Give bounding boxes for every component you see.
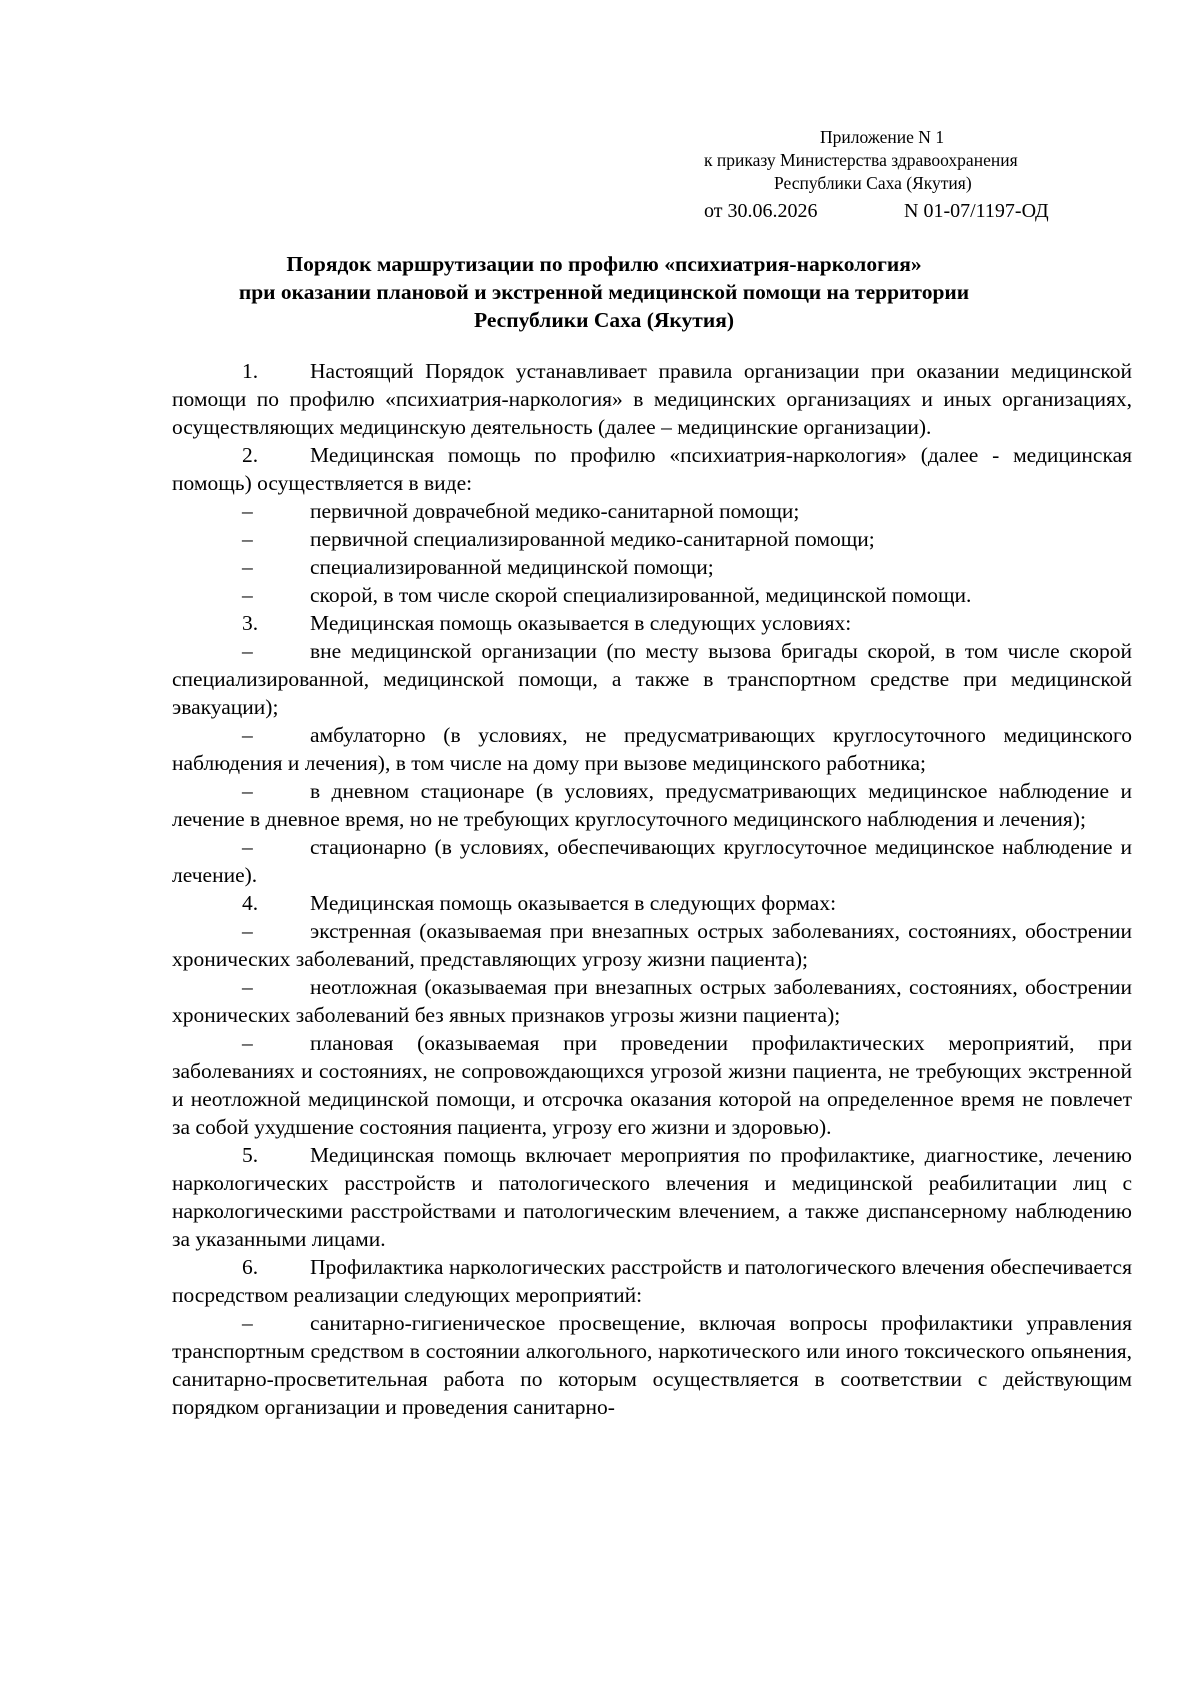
appendix-order-ref: к приказу Министерства здравоохранения <box>704 150 1018 170</box>
paragraph-text: Медицинская помощь включает мероприятия по профилактике, диагностике, лечению наркологических расстройств и патологического влечения и медицинской реабилитации лиц с наркологическими расстройствами и патологическим влечением, а также диспансерному наблюдению за указанными лицами. <box>172 1143 1132 1251</box>
bullet-item <box>172 777 1132 833</box>
bullet-dash: – <box>242 975 253 999</box>
bullet-item <box>172 917 1132 973</box>
bullet-item <box>172 1309 1132 1421</box>
appendix-header <box>704 126 1104 224</box>
bullet-text: неотложная (оказываемая при внезапных острых заболеваниях, состояниях, обострении хронических заболеваний без явных признаков угрозы жизни пациента); <box>172 975 1132 1027</box>
numbered-paragraph <box>172 357 1132 441</box>
bullet-text: скорой, в том числе скорой специализированной, медицинской помощи. <box>310 583 972 607</box>
bullet-item <box>172 973 1132 1029</box>
bullet-item <box>172 497 1132 525</box>
paragraph-text: Медицинская помощь оказывается в следующих условиях: <box>310 611 852 635</box>
order-date: от 30.06.2026 <box>704 200 818 222</box>
bullet-text: амбулаторно (в условиях, не предусматривающих круглосуточного медицинского наблюдения и лечения), в том числе на дому при вызове медицинского работника; <box>172 723 1132 775</box>
bullet-item <box>172 637 1132 721</box>
document-title <box>150 250 1058 334</box>
bullet-item <box>172 721 1132 777</box>
document-body <box>172 357 1132 1421</box>
bullet-dash: – <box>242 555 253 579</box>
numbered-paragraph <box>172 1253 1132 1309</box>
bullet-dash: – <box>242 527 253 551</box>
bullet-text: специализированной медицинской помощи; <box>310 555 714 579</box>
paragraph-number: 5. <box>242 1143 259 1167</box>
appendix-title: Приложение N 1 <box>820 127 945 147</box>
bullet-dash: – <box>242 723 253 747</box>
bullet-text: экстренная (оказываемая при внезапных острых заболеваниях, состояниях, обострении хронических заболеваний, представляющих угрозу жизни пациента); <box>172 919 1132 971</box>
bullet-text: первичной специализированной медико-санитарной помощи; <box>310 527 875 551</box>
title-line-1: Порядок маршрутизации по профилю «психиатрия-наркология» <box>286 252 922 276</box>
bullet-text: вне медицинской организации (по месту вызова бригады скорой, в том числе скорой специализированной, медицинской помощи, а также в транспортном средстве при медицинской эвакуации); <box>172 639 1132 719</box>
bullet-item <box>172 525 1132 553</box>
bullet-dash: – <box>242 1031 253 1055</box>
title-line-2: при оказании плановой и экстренной медицинской помощи на территории <box>238 280 970 304</box>
bullet-item <box>172 553 1132 581</box>
paragraph-number: 3. <box>242 611 259 635</box>
bullet-dash: – <box>242 919 253 943</box>
numbered-paragraph <box>172 889 1132 917</box>
bullet-dash: – <box>242 499 253 523</box>
bullet-dash: – <box>242 583 253 607</box>
paragraph-text: Медицинская помощь по профилю «психиатрия-наркология» (далее - медицинская помощь) осуществляется в виде: <box>172 443 1132 495</box>
bullet-text: санитарно-гигиеническое просвещение, включая вопросы профилактики управления транспортным средством в состоянии алкогольного, наркотического или иного токсического опьянения, санитарно-просветительная работа по которым осуществляется в соответствии с действующим порядком организации и проведения санитарно- <box>172 1311 1132 1419</box>
bullet-item <box>172 833 1132 889</box>
appendix-date-number <box>704 198 1104 224</box>
appendix-republic: Республики Саха (Якутия) <box>774 173 972 193</box>
numbered-paragraph <box>172 441 1132 497</box>
bullet-dash: – <box>242 1311 253 1335</box>
bullet-dash: – <box>242 779 253 803</box>
paragraph-number: 2. <box>242 443 259 467</box>
bullet-text: первичной доврачебной медико-санитарной помощи; <box>310 499 800 523</box>
bullet-dash: – <box>242 835 253 859</box>
bullet-text: в дневном стационаре (в условиях, предусматривающих медицинское наблюдение и лечение в дневное время, но не требующих круглосуточного медицинского наблюдения и лечения); <box>172 779 1132 831</box>
paragraph-text: Профилактика наркологических расстройств и патологического влечения обеспечивается посредством реализации следующих мероприятий: <box>172 1255 1132 1307</box>
numbered-paragraph <box>172 609 1132 637</box>
bullet-dash: – <box>242 639 253 663</box>
bullet-item <box>172 581 1132 609</box>
paragraph-number: 6. <box>242 1255 259 1279</box>
paragraph-number: 1. <box>242 359 259 383</box>
title-line-3: Республики Саха (Якутия) <box>474 308 734 332</box>
bullet-text: плановая (оказываемая при проведении профилактических мероприятий, при заболеваниях и состояниях, не сопровождающихся угрозой жизни пациента, не требующих экстренной и неотложной медицинской помощи, и отсрочка оказания которой на определенное время не повлечет за собой ухудшение состояния пациента, угрозу его жизни и здоровью). <box>172 1031 1132 1139</box>
numbered-paragraph <box>172 1141 1132 1253</box>
bullet-item <box>172 1029 1132 1141</box>
paragraph-text: Медицинская помощь оказывается в следующих формах: <box>310 891 837 915</box>
paragraph-text: Настоящий Порядок устанавливает правила организации при оказании медицинской помощи по профилю «психиатрия-наркология» в медицинских организациях и иных организациях, осуществляющих медицинскую деятельность (далее – медицинские организации). <box>172 359 1132 439</box>
paragraph-number: 4. <box>242 891 259 915</box>
order-number: N 01-07/1197-ОД <box>904 200 1049 222</box>
bullet-text: стационарно (в условиях, обеспечивающих круглосуточное медицинское наблюдение и лечение). <box>172 835 1132 887</box>
